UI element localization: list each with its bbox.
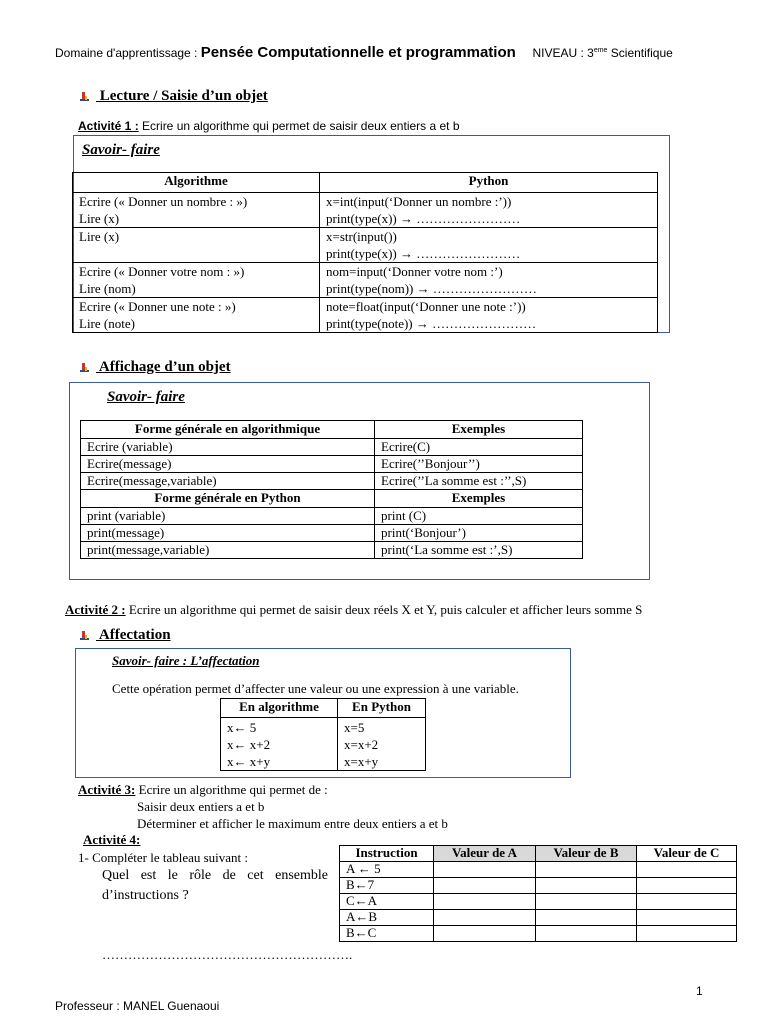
table-row: Lire (x) x=str(input()) print(type(x)) → …………………… bbox=[73, 228, 658, 263]
activity3-line1: Saisir deux entiers a et b bbox=[137, 799, 265, 814]
table-row: A←B bbox=[340, 910, 737, 926]
activity2-text: Ecrire un algorithme qui permet de saisir deux réels X et Y, puis calculer et afficher leurs somme S bbox=[125, 602, 643, 617]
niveau-sup: eme bbox=[593, 47, 608, 54]
answer-cell[interactable] bbox=[536, 926, 637, 942]
activity2-label: Activité 2 : bbox=[65, 602, 126, 617]
answer-cell[interactable] bbox=[434, 894, 536, 910]
col-python: Python bbox=[320, 173, 658, 193]
savoir-faire-title-3: Savoir- faire : L’affectation bbox=[112, 653, 260, 668]
pencil-bullet-icon bbox=[78, 91, 92, 103]
table-row: B←C bbox=[340, 926, 737, 942]
niveau-label: NIVEAU : 3 bbox=[532, 46, 594, 60]
table-row: print(message) print(‘Bonjour’) bbox=[81, 525, 583, 542]
table-row: print (variable) print (C) bbox=[81, 508, 583, 525]
activity4-item: 1- Compléter le tableau suivant : bbox=[78, 850, 249, 865]
answer-cell[interactable] bbox=[637, 910, 737, 926]
activity4-label: Activité 4: bbox=[83, 832, 141, 847]
table-row: print(message,variable) print(‘La somme est :’,S) bbox=[81, 542, 583, 559]
activity4-table bbox=[339, 845, 737, 942]
answer-cell[interactable] bbox=[434, 878, 536, 894]
page-header bbox=[55, 44, 673, 61]
answer-cell[interactable] bbox=[637, 878, 737, 894]
col-valeur-c: Valeur de C bbox=[637, 846, 737, 862]
answer-cell[interactable] bbox=[536, 878, 637, 894]
table-row: Ecrire (« Donner une note : ») Lire (note) note=float(input(‘Donner une note :’)) print(type(note)) → …………………… bbox=[73, 298, 658, 333]
activity4-question: Quel est le rôle de cet ensemble d’instructions ? bbox=[102, 868, 328, 903]
col-algorithme: Algorithme bbox=[73, 173, 320, 193]
col-forme-algo: Forme générale en algorithmique bbox=[81, 421, 375, 439]
answer-cell[interactable] bbox=[434, 910, 536, 926]
answer-cell[interactable] bbox=[637, 926, 737, 942]
col-instruction: Instruction bbox=[340, 846, 434, 862]
answer-cell[interactable] bbox=[434, 862, 536, 878]
table-row: B←7 bbox=[340, 878, 737, 894]
activity3-line2: Déterminer et afficher le maximum entre deux entiers a et b bbox=[137, 816, 448, 831]
niveau-suffix: Scientifique bbox=[607, 46, 673, 60]
table-row: Ecrire (« Donner votre nom : ») Lire (nom) nom=input(‘Donner votre nom :’) print(type(nom)) → …………………… bbox=[73, 263, 658, 298]
domaine-label: Domaine d'apprentissage : bbox=[55, 46, 201, 60]
col-valeur-b: Valeur de B bbox=[536, 846, 637, 862]
answer-cell[interactable] bbox=[536, 862, 637, 878]
lecture-table bbox=[72, 172, 658, 333]
activity2 bbox=[65, 602, 642, 618]
activity1-text: Ecrire un algorithme qui permet de saisir deux entiers a et b bbox=[138, 119, 460, 133]
activity3 bbox=[78, 782, 328, 798]
table-row: x← 5 x← x+2 x← x+y x=5 x=x+2 x=x+y bbox=[221, 718, 426, 771]
affichage-table bbox=[80, 420, 583, 559]
answer-cell[interactable] bbox=[637, 862, 737, 878]
col-exemples-2: Exemples bbox=[375, 490, 583, 508]
savoir-faire-title-1: Savoir- faire bbox=[82, 142, 160, 158]
activity1-label: Activité 1 : bbox=[78, 119, 139, 133]
pencil-bullet-icon bbox=[78, 362, 92, 374]
section-lecture-title: Lecture / Saisie d’un objet bbox=[78, 88, 268, 105]
section-affectation-title: Affectation bbox=[78, 627, 171, 644]
activity4-answer-line: …………………………………………………. bbox=[102, 947, 353, 962]
affectation-description: Cette opération permet d’affecter une valeur ou une expression à une variable. bbox=[112, 681, 519, 696]
activity3-label: Activité 3: bbox=[78, 782, 136, 797]
table-row: Ecrire(message,variable) Ecrire(’’La somme est :’’,S) bbox=[81, 473, 583, 490]
col-en-python: En Python bbox=[338, 699, 426, 718]
answer-cell[interactable] bbox=[637, 894, 737, 910]
answer-cell[interactable] bbox=[434, 926, 536, 942]
answer-cell[interactable] bbox=[536, 910, 637, 926]
affectation-table bbox=[220, 698, 426, 771]
section-affichage-title: Affichage d’un objet bbox=[78, 359, 231, 376]
table-row: Ecrire (variable) Ecrire(C) bbox=[81, 439, 583, 456]
col-valeur-a: Valeur de A bbox=[434, 846, 536, 862]
table-row: C←A bbox=[340, 894, 737, 910]
pencil-bullet-icon bbox=[78, 630, 92, 642]
teacher-name: Professeur : MANEL Guenaoui bbox=[55, 999, 220, 1013]
activity1 bbox=[78, 119, 460, 133]
col-forme-python: Forme générale en Python bbox=[81, 490, 375, 508]
answer-cell[interactable] bbox=[536, 894, 637, 910]
table-row: A ← 5 bbox=[340, 862, 737, 878]
col-exemples-1: Exemples bbox=[375, 421, 583, 439]
savoir-faire-title-2: Savoir- faire bbox=[107, 389, 185, 405]
domaine-value: Pensée Computationnelle et programmation bbox=[200, 44, 516, 61]
table-row: Ecrire (« Donner un nombre : ») Lire (x) x=int(input(‘Donner un nombre :’)) print(type(x)) → …………………… bbox=[73, 193, 658, 228]
page-number: 1 bbox=[696, 984, 703, 998]
activity3-text: Ecrire un algorithme qui permet de : bbox=[135, 782, 328, 797]
col-en-algorithme: En algorithme bbox=[221, 699, 338, 718]
table-row: Ecrire(message) Ecrire(’’Bonjour’’) bbox=[81, 456, 583, 473]
